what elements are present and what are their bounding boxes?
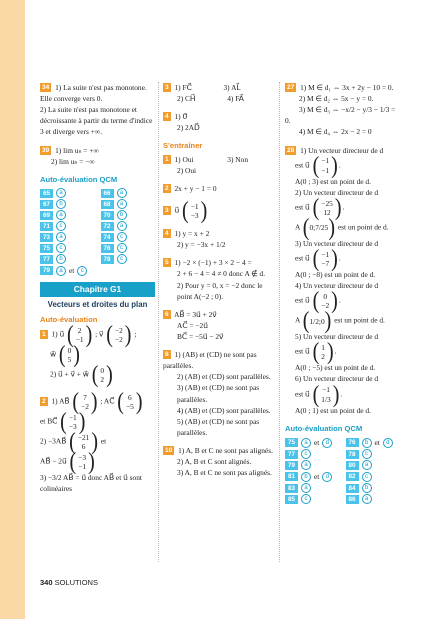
answer-text: 2) (AB) et (CD) sont parallèles. — [177, 372, 271, 382]
answer-circle: a — [117, 221, 127, 231]
answer-circle: a — [301, 460, 311, 470]
answer-circle: a — [362, 494, 372, 504]
qcm-number: 84 — [346, 484, 359, 493]
coord: 0 — [100, 365, 105, 375]
qcm-number: 67 — [40, 200, 53, 209]
coord: −3 — [78, 452, 87, 462]
answer-text: AC⃗ = −2u⃗ — [177, 320, 208, 330]
coord: 1/3 — [321, 394, 331, 404]
exercise-8 — [163, 349, 273, 438]
qcm-number: 68 — [101, 200, 114, 209]
exercise-number: 4 — [165, 113, 169, 121]
vector-u: ( −1 −3 ) — [182, 197, 208, 225]
qcm-number: 76 — [101, 244, 114, 253]
answer-circle: d — [383, 438, 393, 448]
answer-text: 2) Oui — [177, 165, 197, 175]
vector-label: BC⃗ — [47, 416, 58, 426]
vector-label: u⃗ — [174, 205, 180, 215]
answer-text: 4) Un vecteur directeur de d — [295, 281, 379, 291]
coord: −25 — [321, 198, 333, 208]
qcm-item — [346, 437, 401, 448]
connector-text: et — [314, 472, 320, 482]
exercise-27 — [285, 82, 400, 138]
section-heading: Auto-évaluation — [40, 314, 98, 324]
qcm-item — [40, 232, 95, 242]
qcm-item — [285, 449, 340, 459]
vector-minus3ab: ( −21 6 ) — [69, 428, 99, 456]
answer-circle: c — [56, 221, 66, 231]
exercise-28: 28 1) Un vecteur directeur de d est u⃗ ( −1 −1 ) . A(0 ; 3) est un point de d. 2) Un vecteur directeur de d est u⃗ ( −25 12 ) . A ( 0 ; 7/25 ) est un point de d. 3) Un vecteur directeur de d est u⃗ ( −1 −7 ) . A(0 ; −8) est un point de d. 4) Un vecteur directeur de d est u⃗ ( 0 −2 ) . A ( 1/2 ; 0 ) est un point de d. 5) Un vecteur directeur de d est u⃗ ( 1 2 ) . A(0 ; −5) est un point de d. 6) Un vecteur directeur de d est u⃗ ( −1 1/3 ) . A(0 ; 1) est un point de d. — [285, 145, 400, 416]
section-heading: S'entraîner — [163, 141, 203, 151]
exercise-number: 6 — [165, 310, 169, 318]
qcm-number: 86 — [346, 495, 359, 504]
vector-ab: ( 7 −2 ) — [72, 388, 98, 416]
qcm-item — [346, 460, 401, 470]
chapter-title: Chapitre G1 — [40, 282, 155, 297]
answer-text: point A(−2 ; 0). — [177, 291, 224, 301]
answer-circle: a — [56, 232, 66, 242]
qcm-number: 81 — [285, 472, 298, 481]
answer-text: 2) Pour y = 0, x = −2 donc le — [177, 280, 263, 290]
column-separator — [158, 82, 159, 562]
exercise-number: 3 — [165, 84, 169, 91]
coord: −21 — [77, 432, 90, 442]
answer-circle: a — [117, 188, 127, 198]
coord: 1/2 — [309, 316, 319, 326]
answer-text: 4) (AB) et (CD) sont parallèles. — [177, 405, 271, 415]
vector-label: v⃗ — [99, 329, 104, 339]
qcm-item — [40, 210, 95, 220]
qcm-grid — [40, 188, 155, 276]
qcm-number: 77 — [285, 450, 298, 459]
coord: 0 — [320, 316, 325, 326]
answer-text: 3) Non — [227, 154, 249, 164]
exercise-3b — [163, 197, 273, 225]
exercise-number: 28 — [287, 146, 295, 154]
vector-bc: ( −1 −3 ) — [60, 408, 86, 436]
answer-text: 2) A, B et C sont alignés. — [177, 457, 252, 467]
answer-text: 2) 2AD⃗ — [177, 123, 200, 133]
exercise-34 — [40, 82, 155, 138]
coord: 6 — [128, 392, 132, 402]
qcm-item — [101, 210, 156, 220]
qcm-item — [285, 483, 340, 493]
qcm-number: 72 — [101, 222, 114, 231]
qcm-number: 73 — [40, 233, 53, 242]
answer-circle: a — [56, 210, 66, 220]
answer-circle: b — [301, 472, 311, 482]
vector-v: ( −2 −2 ) — [106, 321, 132, 349]
coord: 0 — [67, 345, 72, 355]
coord: 0 — [309, 223, 314, 233]
column-separator — [279, 82, 280, 562]
exercise-6 — [163, 309, 273, 342]
direction-vector: ( 0 −2 ) — [312, 288, 338, 315]
vector-label: est u⃗ — [295, 253, 310, 263]
answer-text: 1) y = x + 2 — [174, 229, 210, 239]
exercise-number: 8 — [165, 351, 169, 359]
qcm-number: 65 — [40, 189, 53, 198]
qcm-number: 70 — [101, 211, 114, 220]
answer-text: 2) La suite n'est pas monotone et décroissante à partir du terme d'indice 3 et diverge vers +∞. — [40, 105, 153, 137]
answer-text: 1) −2 × (−1) + 3 × 2 − 4 = — [174, 258, 252, 268]
coord: −3 — [68, 421, 77, 431]
answer-text: 4) M ∈ d₄ ⇔ 2x − 2 = 0 — [299, 127, 372, 137]
answer-text: 5) (AB) et (CD) ne sont pas parallèles. — [177, 416, 260, 437]
qcm-item — [346, 494, 401, 504]
vector-ac: ( 6 −5 ) — [117, 388, 143, 416]
coord: −1 — [321, 165, 330, 175]
coord: 2 — [321, 352, 325, 362]
exercise-number: 5 — [165, 259, 169, 267]
answer-circle: a — [301, 438, 311, 448]
vector-label: 2) u⃗ + v⃗ + w⃗ — [50, 369, 89, 379]
direction-vector: ( 1 2 ) — [312, 339, 334, 366]
answer-circle: d — [322, 438, 332, 448]
answer-circle: b — [117, 210, 127, 220]
coord: −1 — [190, 201, 199, 211]
exercise-number: 3 — [165, 206, 169, 214]
answer-circle: c — [301, 449, 311, 459]
answer-circle: a — [117, 199, 127, 209]
vector-label: 1) u⃗ — [51, 329, 65, 339]
qcm-item — [40, 254, 95, 264]
answer-text: 3) M ∈ d₃ ⇔ −x/2 − y/3 − 1/3 = 0. — [285, 105, 396, 126]
answer-text: AB⃗ = 3u⃗ + 2v⃗ — [174, 309, 217, 319]
qcm-number: 83 — [285, 484, 298, 493]
qcm-title: Auto-évaluation QCM — [40, 174, 118, 184]
answer-text: 3) Un vecteur directeur de d — [295, 238, 379, 248]
qcm-number: 78 — [101, 255, 114, 264]
column-2 — [163, 82, 273, 485]
direction-vector: ( −1 1/3 ) — [312, 381, 340, 408]
vector-w: ( 0 5 ) — [58, 341, 80, 369]
qcm-number: 71 — [40, 222, 53, 231]
left-margin-band — [0, 0, 25, 619]
vector-label: 2) −3AB⃗ — [40, 436, 67, 446]
answer-text: 3) AL⃗ — [223, 83, 241, 92]
answer-circle: a — [301, 483, 311, 493]
answer-text: A(0 ; −5) est un point de d. — [295, 363, 376, 373]
exercise-2b — [163, 183, 273, 194]
qcm-item — [40, 199, 95, 209]
qcm-item — [101, 243, 156, 253]
answer-text: 4) FA⃗ — [227, 94, 244, 104]
answer-text: 2) Un vecteur directeur de d — [295, 187, 379, 197]
coord: −2 — [321, 301, 330, 311]
coord: −1 — [68, 412, 77, 422]
qcm-title: Auto-évaluation QCM — [285, 423, 363, 433]
answer-text: 2x + y − 1 = 0 — [174, 184, 217, 194]
answer-text: 3) A, B et C ne sont pas alignés. — [177, 468, 272, 478]
answer-text: 1) 0⃗ — [174, 112, 188, 122]
coord: −7 — [321, 258, 330, 268]
column-3 — [285, 82, 400, 510]
coord: 12 — [323, 207, 331, 217]
qcm-number: 78 — [346, 450, 359, 459]
answer-text: 1) FC⃗ — [174, 83, 192, 92]
qcm-item — [285, 437, 340, 448]
qcm-item — [285, 471, 340, 482]
exercise-number: 4 — [165, 230, 169, 238]
exercise-number: 10 — [165, 447, 173, 455]
qcm-number: 79 — [285, 461, 298, 470]
qcm-number: 82 — [346, 472, 359, 481]
footer-label: SOLUTIONS — [54, 578, 98, 587]
coord: 2 — [77, 325, 82, 335]
qcm-item — [101, 221, 156, 231]
qcm-item — [346, 483, 401, 493]
direction-vector: ( −25 12 ) — [312, 194, 342, 222]
coord: 0 — [323, 291, 328, 301]
answer-circle: c — [362, 449, 372, 459]
qcm-item — [101, 254, 156, 264]
answer-circle: c — [77, 266, 87, 276]
coord: −2 — [114, 334, 123, 344]
exercise-number: 34 — [42, 84, 50, 91]
vector-label: w⃗ — [50, 349, 57, 359]
exercise-3 — [163, 82, 273, 104]
qcm-number: 74 — [101, 233, 114, 242]
point-coords: ( 0 ; 7/25 ) — [302, 214, 336, 242]
exercise-4 — [163, 111, 273, 133]
answer-circle: d — [322, 472, 332, 482]
coord: −1 — [78, 461, 87, 471]
answer-text: 1) Oui — [174, 154, 194, 164]
vector-label: AC⃗ — [103, 396, 115, 406]
vector-label: 1) AB⃗ — [51, 396, 70, 406]
answer-circle: c — [56, 243, 66, 253]
qcm-number: 75 — [40, 244, 53, 253]
vector-sum: ( 0 2 ) — [91, 361, 113, 389]
exercise-39 — [40, 145, 155, 167]
coord: −1 — [322, 385, 330, 395]
answer-text: 5) Un vecteur directeur de d — [295, 332, 379, 342]
qcm-number: 85 — [285, 495, 298, 504]
column-1 — [40, 82, 155, 501]
vector-label: est u⃗ — [295, 347, 310, 357]
qcm-number: 80 — [346, 461, 359, 470]
answer-text: 2) CH⃗ — [177, 94, 196, 104]
answer-text: 3) −3/2 AB⃗ = u⃗ donc AB⃗ et u⃗ sont colinéaires — [40, 472, 142, 494]
coord: 5 — [67, 354, 72, 364]
answer-text: 2) M ∈ d₂ ⇔ 5x − y = 0. — [299, 94, 374, 104]
answer-text: 1) A, B et C ne sont pas alignés. — [178, 446, 273, 456]
answer-text: 2 + 6 − 4 = 4 ≠ 0 donc A ∉ d. — [177, 269, 266, 279]
connector-text: et — [374, 438, 380, 448]
answer-circle: a — [56, 266, 66, 276]
answer-text: 1) M ∈ d₁ ⇔ 3x + 2y − 10 = 0. — [300, 83, 394, 92]
vector-label: AB⃗ − 2u⃗ — [40, 456, 67, 466]
coord: −5 — [125, 401, 134, 411]
qcm-item — [346, 471, 401, 482]
page-number: 340 — [40, 578, 53, 587]
qcm-item — [346, 449, 401, 459]
coord: 2 — [100, 374, 105, 384]
coord: 7 — [83, 392, 87, 402]
qcm-item — [40, 265, 95, 276]
qcm-number: 76 — [346, 438, 359, 447]
exercise-number: 39 — [42, 146, 50, 154]
vector-label: est u⃗ — [295, 160, 310, 170]
answer-text: 1) (AB) et (CD) ne sont pas parallèles. — [163, 350, 257, 371]
answer-text: A(0 ; −8) est un point de d. — [295, 269, 376, 279]
answer-circle: c — [117, 254, 127, 264]
qcm-item — [285, 494, 340, 504]
qcm-item — [40, 221, 95, 231]
qcm-item — [40, 188, 95, 198]
coord: −2 — [81, 401, 89, 411]
answer-circle: a — [56, 188, 66, 198]
exercise-10 — [163, 445, 273, 478]
qcm-item — [285, 460, 340, 470]
coord: 7/25 — [315, 223, 329, 233]
answer-circle: a — [362, 460, 372, 470]
exercise-5 — [163, 257, 273, 301]
qcm-item — [101, 188, 156, 198]
qcm-number: 69 — [40, 211, 53, 220]
answer-text: 1) Un vecteur directeur de d — [300, 145, 384, 155]
exercise-4b — [163, 228, 273, 250]
page-footer — [40, 577, 98, 588]
answer-text: 1) La suite n'est pas monotone. Elle converge vers 0. — [40, 83, 147, 104]
qcm-item — [40, 243, 95, 253]
answer-text: est un point de d. — [334, 315, 385, 325]
answer-circle: c — [117, 243, 127, 253]
coord: −1 — [75, 334, 84, 344]
answer-circle: b — [362, 483, 372, 493]
answer-circle: c — [117, 232, 127, 242]
exercise-1: 1 1) u⃗ ( 2 −1 ) ; v⃗ ( −2 −2 ) ; w⃗ ( 0 5 ) 2) u⃗ + v⃗ + w⃗ ( 0 2 ) — [42, 321, 137, 389]
qcm-item — [101, 199, 156, 209]
vector-label: est u⃗ — [295, 202, 310, 212]
connector-text: et — [40, 416, 46, 426]
vector-u: ( 2 −1 ) — [67, 321, 93, 349]
answer-circle: c — [301, 494, 311, 504]
answer-text: 6) Un vecteur directeur de d — [295, 374, 379, 384]
exercise-number: 2 — [42, 397, 46, 405]
coord: 1 — [321, 343, 325, 353]
vector-label: est u⃗ — [295, 295, 310, 305]
answer-circle: b — [362, 438, 372, 448]
exercise-number: 1 — [42, 330, 46, 338]
answer-text: BC⃗ = −5u⃗ − 2v⃗ — [177, 332, 224, 342]
exercise-2: 2 1) AB⃗ ( 7 −2 ) ; AC⃗ ( 6 −5 ) et BC⃗ ( −1 −3 ) 2) −3AB⃗ ( −21 6 ) et AB⃗ − 2u⃗ ( −3 −1 ) 3) −3/2 AB⃗ = u⃗ donc AB⃗ et u⃗ sont colinéaires — [40, 392, 155, 494]
qcm-item — [101, 232, 156, 242]
exercise-number: 2 — [165, 185, 169, 193]
qcm-number: 75 — [285, 438, 298, 447]
connector-text: et — [314, 438, 320, 448]
chapter-subtitle: Vecteurs et droites du plan — [47, 299, 148, 309]
coord: 6 — [81, 441, 86, 451]
answer-text: 2) y = −3x + 1/2 — [177, 240, 226, 250]
vector-label: est u⃗ — [295, 389, 310, 399]
exercise-1b — [163, 154, 273, 176]
direction-vector: ( −1 −1 ) — [312, 152, 338, 179]
connector-text: et — [100, 436, 107, 446]
qcm-grid — [285, 437, 400, 504]
answer-text: 3) (AB) et (CD) ne sont pas parallèles. — [177, 383, 260, 404]
coord: −1 — [321, 249, 330, 259]
exercise-number: 1 — [165, 155, 169, 163]
answer-text: 1) lim uₙ = +∞ — [55, 145, 99, 155]
coord: −2 — [114, 325, 123, 335]
point-coords: ( 1/2 ; 0 ) — [302, 308, 332, 335]
answer-circle: b — [56, 254, 66, 264]
qcm-number: 77 — [40, 255, 53, 264]
vector-ab-minus-2u: ( −3 −1 ) — [69, 448, 95, 476]
qcm-number: 79 — [40, 266, 53, 275]
answer-circle: c — [362, 472, 372, 482]
qcm-number: 66 — [101, 189, 114, 198]
answer-text: A(0 ; 3) est un point de d. — [295, 176, 371, 186]
answer-text: 2) lim uₙ = −∞ — [51, 156, 95, 166]
direction-vector: ( −1 −7 ) — [312, 245, 338, 273]
coord: −1 — [321, 156, 330, 166]
exercise-number: 27 — [287, 84, 295, 91]
connector-text: et — [69, 266, 75, 276]
coord: −3 — [190, 211, 199, 221]
answer-text: A(0 ; 1) est un point de d. — [295, 405, 371, 415]
answer-text: est un point de d. — [337, 222, 389, 232]
answer-circle: b — [56, 199, 66, 209]
